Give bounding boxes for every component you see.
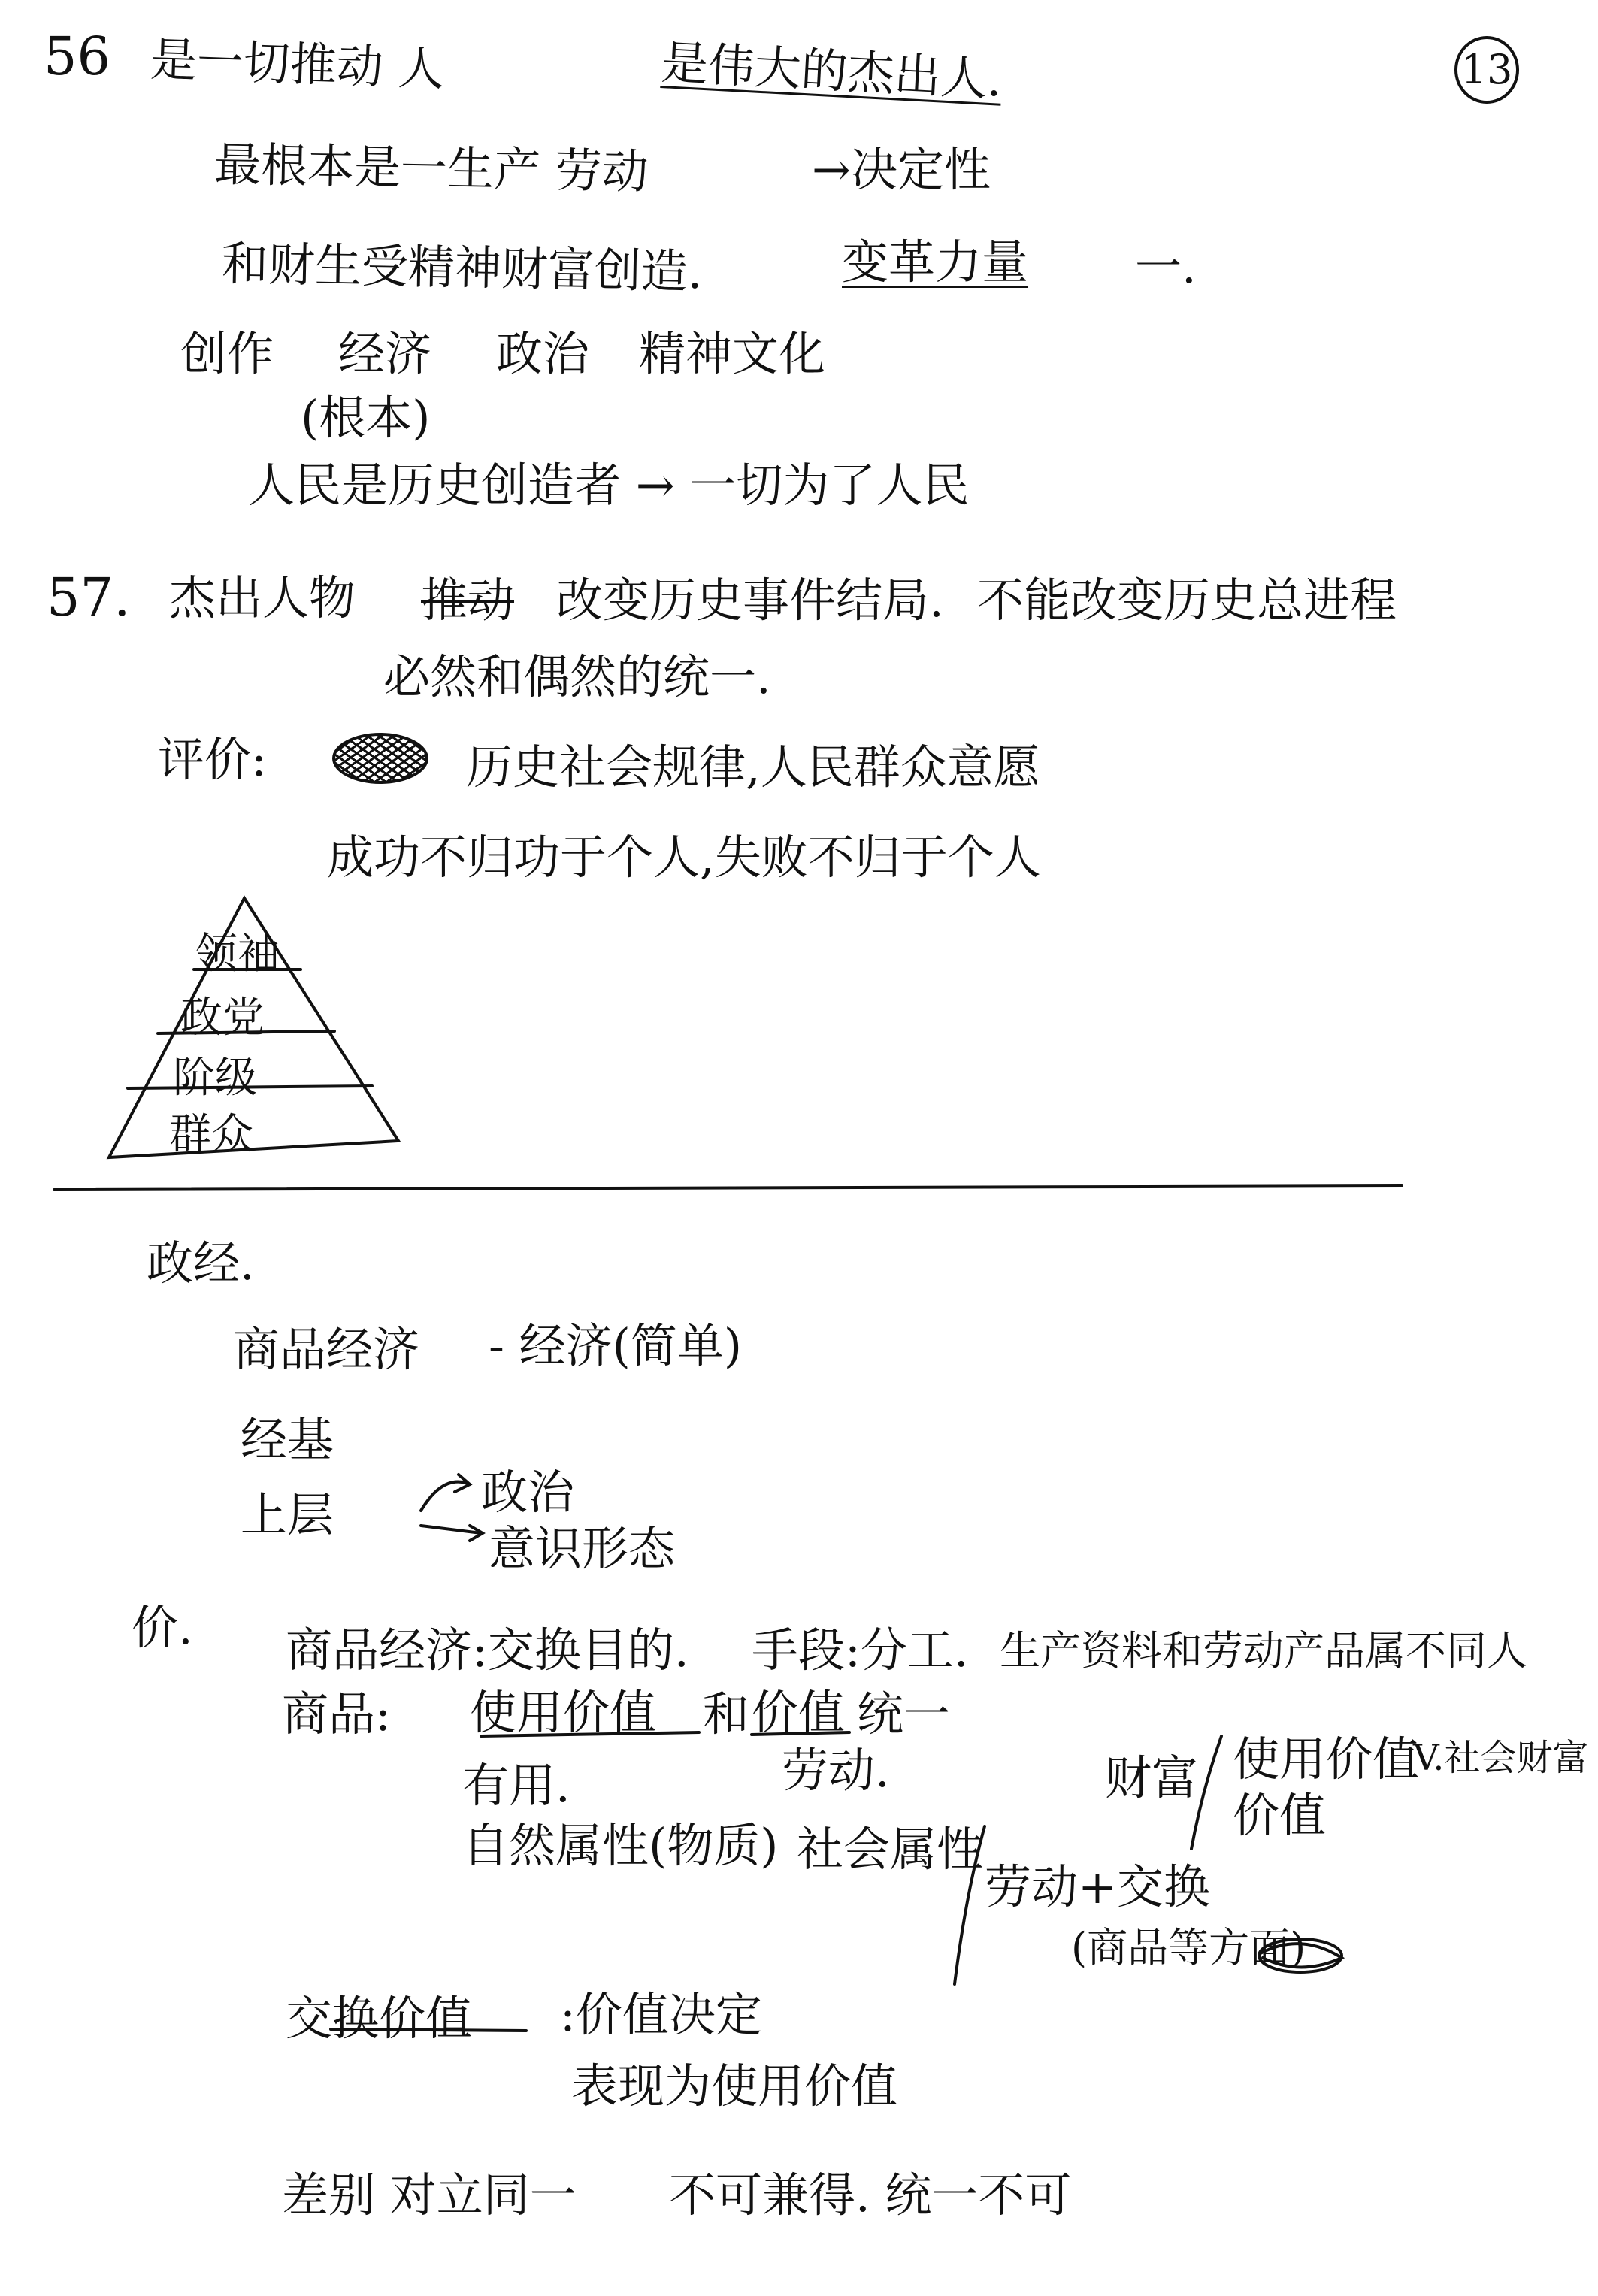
value-wealth-v: V.社会财富 xyxy=(1413,1737,1589,1779)
value-wealth: 财富 xyxy=(1105,1750,1199,1805)
q56-line2-right: →决定性 xyxy=(812,142,991,197)
value-line1-c: 生产资料和劳动产品属不同人 xyxy=(1000,1627,1527,1674)
q57-line1-b: 改变历史事件结局. xyxy=(556,573,944,628)
last-line-b: 不可兼得. 统一不可 xyxy=(669,2167,1072,2222)
q56-line4-c: 政治 xyxy=(496,326,590,381)
value-wealth-a: 使用价值 xyxy=(1233,1732,1420,1786)
q57-line1-c: 不能改变历史总进程 xyxy=(977,573,1397,628)
value-social-branch: 劳动+交换 xyxy=(985,1859,1210,1914)
value-line2-d: 价值 xyxy=(752,1685,846,1740)
econ-base: 经基 xyxy=(241,1412,334,1467)
q56-line3-right: 变革力量 xyxy=(842,234,1029,289)
pyramid-label-leader: 领袖 xyxy=(195,930,280,979)
q57-eval-label: 评价: xyxy=(158,732,267,787)
last-line-a: 差别 对立同一 xyxy=(282,2167,577,2222)
q57-eval-line2: 成功不归功于个人,失败不归于个人 xyxy=(327,830,1041,885)
value-line1-b: 手段:分工. xyxy=(752,1623,969,1677)
econ-branch-ideology: 意识形态 xyxy=(489,1521,676,1576)
econ-commodity-econ: 商品经济 xyxy=(233,1322,420,1377)
exchange-value: 交换价值 xyxy=(286,1991,473,2046)
value-labor: 劳动. xyxy=(782,1743,890,1798)
q56-line5: 人民是历史创造者 → 一切为了人民 xyxy=(248,458,970,513)
q57-line1-strike: 推动 xyxy=(421,573,515,628)
econ-branch-politics: 政治 xyxy=(481,1465,575,1520)
q56-line4-a: 创作 xyxy=(180,326,274,381)
q57-number: 57. xyxy=(47,567,131,628)
q56-line3-tail: 一. xyxy=(1135,239,1197,294)
econ-super: 上层 xyxy=(241,1487,334,1542)
value-useful: 有用. xyxy=(462,1758,570,1813)
pyramid-label-party: 政党 xyxy=(180,994,265,1042)
q57-line1-a: 杰出人物 xyxy=(169,570,356,625)
q56-line4-b: 经济 xyxy=(338,326,432,381)
value-wealth-b: 价值 xyxy=(1233,1788,1327,1843)
econ-commodity-note: - 经济(简单) xyxy=(489,1318,743,1373)
value-line2-a: 商品: xyxy=(282,1686,391,1741)
q56-line4-sub: (根本) xyxy=(301,390,431,445)
q56-line4-d: 精神文化 xyxy=(639,326,826,381)
q56-line2: 最根本是一生产 劳动 xyxy=(213,137,649,200)
q56-line3: 和财生受精神财富创造. xyxy=(221,236,704,300)
q57-eval-line1: 历史社会规律,人民群众意愿 xyxy=(466,740,1040,794)
exchange-value-c: 表现为使用价值 xyxy=(571,2059,898,2113)
value-line2-e: 统一 xyxy=(857,1686,951,1741)
pyramid-label-masses: 群众 xyxy=(169,1110,253,1159)
value-social-branch2: (商品等方面) xyxy=(1071,1924,1306,1971)
exchange-value-b: :价值决定 xyxy=(560,1987,762,2042)
value-line2-c: 和 xyxy=(703,1686,750,1741)
econ-title: 政经. xyxy=(147,1236,255,1290)
q56-number: 56 xyxy=(44,26,111,87)
value-line2-b: 使用价值 xyxy=(470,1685,657,1740)
q57-line2: 必然和偶然的统一. xyxy=(383,649,771,704)
value-social: 社会属性 xyxy=(797,1822,984,1877)
pyramid-label-class: 阶级 xyxy=(173,1054,257,1103)
q56-line1-right: 是伟大的杰出人. xyxy=(660,35,1004,107)
value-natural: 自然属性(物质) xyxy=(462,1818,779,1873)
value-line1-a: 商品经济:交换目的. xyxy=(286,1623,689,1677)
page-number: 13 xyxy=(1454,36,1519,104)
value-label: 价. xyxy=(132,1600,193,1655)
q56-line1: 是一切推动 人 xyxy=(149,32,446,97)
